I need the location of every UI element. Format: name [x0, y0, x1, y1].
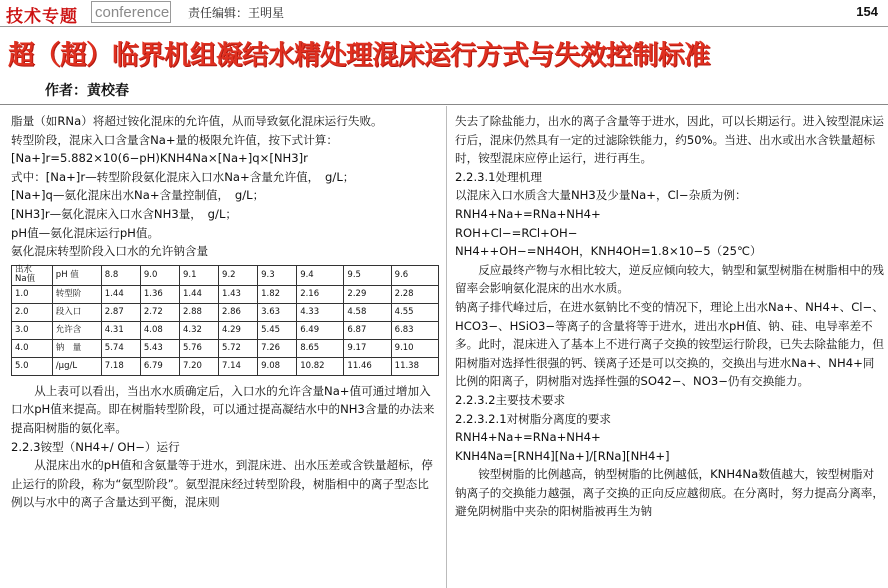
table-header: 9.3 — [258, 265, 297, 285]
page-header — [0, 0, 888, 27]
equation: ROH+Cl−=RCl+OH− — [455, 225, 578, 240]
table-header: 9.0 — [140, 265, 179, 285]
paragraph: 反应最终产物与水相比较大，逆反应倾向较大，钠型和氯型树脂在树脂相中的残留率会影响氨化混床的出水水质。 — [455, 262, 884, 296]
table-cell: 8.65 — [297, 339, 344, 357]
article-title: 超（超）临界机组凝结水精处理混床运行方式与失效控制标准 — [8, 40, 710, 71]
table-header: 9.1 — [179, 265, 218, 285]
paragraph: 失去了除盐能力，出水的离子含量等于进水，因此，可以长期运行。进入铵型混床运行后，混床仍然具有一定的过滤除铁能力，约50%。当进、出水或出水含铁量超标时，铵型混床应停止运行，进行再生。 — [455, 114, 884, 166]
sodium-limit-table — [11, 265, 439, 376]
table-header: 9.5 — [344, 265, 391, 285]
editor-credit: 责任编辑：王明星 — [188, 6, 285, 20]
table-header: 9.6 — [391, 265, 438, 285]
table-cell: 允许含 — [52, 321, 101, 339]
column-divider — [446, 106, 447, 588]
table-header: pH 值 — [52, 265, 101, 285]
table-caption: 氨化混床转型阶段入口水的允许钠含量 — [11, 244, 209, 259]
equation: RNH4+Na+=RNa+NH4+ — [455, 430, 601, 445]
table-cell: 2.72 — [140, 303, 179, 321]
table-cell: 5.74 — [101, 339, 140, 357]
formula-note: 式中：[Na+]r—转型阶段氨化混床入口水Na+含量允许值， g/L； — [11, 169, 355, 184]
author-divider — [0, 104, 888, 105]
formula-note: pH值—氨化混床运行pH值。 — [11, 225, 160, 240]
table-cell: 7.18 — [101, 357, 140, 375]
subsection-heading: 2.2.3.2主要技术要求 — [455, 392, 566, 407]
subsection-heading: 2.2.3铵型（NH4+/ OH−）运行 — [11, 439, 180, 454]
table-cell: 6.87 — [344, 321, 391, 339]
table-cell: 4.58 — [344, 303, 391, 321]
table-cell: 2.87 — [101, 303, 140, 321]
table-cell: 1.44 — [179, 285, 218, 303]
formula-note: [NH3]r—氨化混床入口水含NH3量， g/L； — [11, 206, 237, 221]
table-row — [12, 285, 439, 303]
table-cell: 7.14 — [219, 357, 258, 375]
table-cell: 7.26 — [258, 339, 297, 357]
table-cell: 4.29 — [219, 321, 258, 339]
table-cell: 6.79 — [140, 357, 179, 375]
table-cell: 9.17 — [344, 339, 391, 357]
table-cell: 1.43 — [219, 285, 258, 303]
table-cell: 4.32 — [179, 321, 218, 339]
table-cell: 5.45 — [258, 321, 297, 339]
table-cell: 钠 量 — [52, 339, 101, 357]
table-row — [12, 357, 439, 375]
formula-note: [Na+]q—氨化混床出水Na+含量控制值， g/L； — [11, 188, 265, 203]
table-header: 9.2 — [219, 265, 258, 285]
article-author: 作者：黄校春 — [45, 83, 129, 99]
table-header: 9.4 — [297, 265, 344, 285]
right-column — [455, 112, 885, 521]
table-cell: 11.46 — [344, 357, 391, 375]
table-row — [12, 303, 439, 321]
table-cell: 9.10 — [391, 339, 438, 357]
table-row — [12, 339, 439, 357]
table-cell: 2.28 — [391, 285, 438, 303]
section-brand: 技术专题 — [6, 7, 78, 27]
table-cell: 1.36 — [140, 285, 179, 303]
subsection-heading: 2.2.3.1处理机理 — [455, 169, 542, 184]
paragraph: 铵型树脂的比例越高，钠型树脂的比例越低，KNH4Na数值越大，铵型树脂对钠离子的交换能力越强，离子交换的正向反应越彻底。在分离时，努力提高分离率，避免阴树脂中夹杂的阳树脂被再生为钠 — [455, 467, 884, 519]
table-cell: 5.0 — [12, 357, 53, 375]
left-column — [11, 112, 439, 512]
table-cell: 3.0 — [12, 321, 53, 339]
equation: RNH4+Na+=RNa+NH4+ — [455, 206, 601, 221]
table-cell: 4.33 — [297, 303, 344, 321]
table-cell: 2.29 — [344, 285, 391, 303]
table-row — [12, 321, 439, 339]
table-cell: /μg/L — [52, 357, 101, 375]
page-number: 154 — [856, 4, 878, 19]
table-cell: 段入口 — [52, 303, 101, 321]
table-cell: 11.38 — [391, 357, 438, 375]
table-cell: 5.72 — [219, 339, 258, 357]
table-cell: 5.43 — [140, 339, 179, 357]
paragraph: 从上表可以看出，当出水水质确定后，入口水的允许含量Na+值可通过增加入口水pH值来提高。即在树脂转型阶段，可以通过提高凝结水中的NH3含量的办法来提高阳树脂的氨化率。 — [11, 383, 435, 435]
table-cell: 4.31 — [101, 321, 140, 339]
table-cell: 10.82 — [297, 357, 344, 375]
table-cell: 6.49 — [297, 321, 344, 339]
equation: KNH4Na=[RNH4][Na+]/[RNa][NH4+] — [455, 448, 670, 463]
table-corner: 出水 Na值 — [12, 265, 53, 285]
table-cell: 4.55 — [391, 303, 438, 321]
table-cell: 2.0 — [12, 303, 53, 321]
table-header: 8.8 — [101, 265, 140, 285]
formula: [Na+]r=5.882×10(6−pH)KNH4Na×[Na+]q×[NH3]r — [11, 151, 308, 166]
table-cell: 2.16 — [297, 285, 344, 303]
table-cell: 转型阶 — [52, 285, 101, 303]
paragraph: 以混床入口水质含大量NH3及少量Na+，Cl−杂质为例： — [455, 188, 747, 203]
table-cell: 1.44 — [101, 285, 140, 303]
table-cell: 2.86 — [219, 303, 258, 321]
table-row — [12, 265, 439, 285]
table-cell: 9.08 — [258, 357, 297, 375]
table-cell: 7.20 — [179, 357, 218, 375]
paragraph: 从混床出水的pH值和含氨量等于进水，到混床进、出水压差或含铁量超标，停止运行的阶段，称为“氨型阶段”。氨型混床经过转型阶段，树脂相中的离子型态比例以与水中的离子含量达到平衡，混床则 — [11, 458, 433, 510]
paragraph: 脂量（如RNa）将超过铵化混床的允许值，从而导致氨化混床运行失败。 — [11, 114, 383, 128]
paragraph: 钠离子排代峰过后，在进水氨钠比不变的情况下，理论上出水Na+、NH4+、Cl−、HCO3−、HSiO3−等离子的含量将等于进水，进出水pH值、钠、硅、电导率差不多。此时，混床进入了基本上不进行离子交换的铵型运行阶段，已失去除盐能力，但阳树脂对选择性很强的钙、镁离子还是可以交换的，交换出与进水Na+、NH4+同比例的阳离子，阴树脂对选择性强的SO42−、NO3−仍有交换能力。 — [455, 299, 884, 389]
table-cell: 4.08 — [140, 321, 179, 339]
paragraph: 转型阶段，混床入口含量含Na+量的极限允许值，按下式计算： — [11, 132, 338, 147]
table-cell: 4.0 — [12, 339, 53, 357]
table-cell: 2.88 — [179, 303, 218, 321]
table-cell: 5.76 — [179, 339, 218, 357]
table-cell: 1.0 — [12, 285, 53, 303]
section-tag: conference — [91, 1, 171, 23]
subsection-heading: 2.2.3.2.1对树脂分离度的要求 — [455, 411, 611, 426]
table-cell: 6.83 — [391, 321, 438, 339]
equation: NH4++OH−=NH4OH，KNH4OH=1.8×10−5（25℃） — [455, 244, 762, 259]
table-cell: 1.82 — [258, 285, 297, 303]
table-cell: 3.63 — [258, 303, 297, 321]
